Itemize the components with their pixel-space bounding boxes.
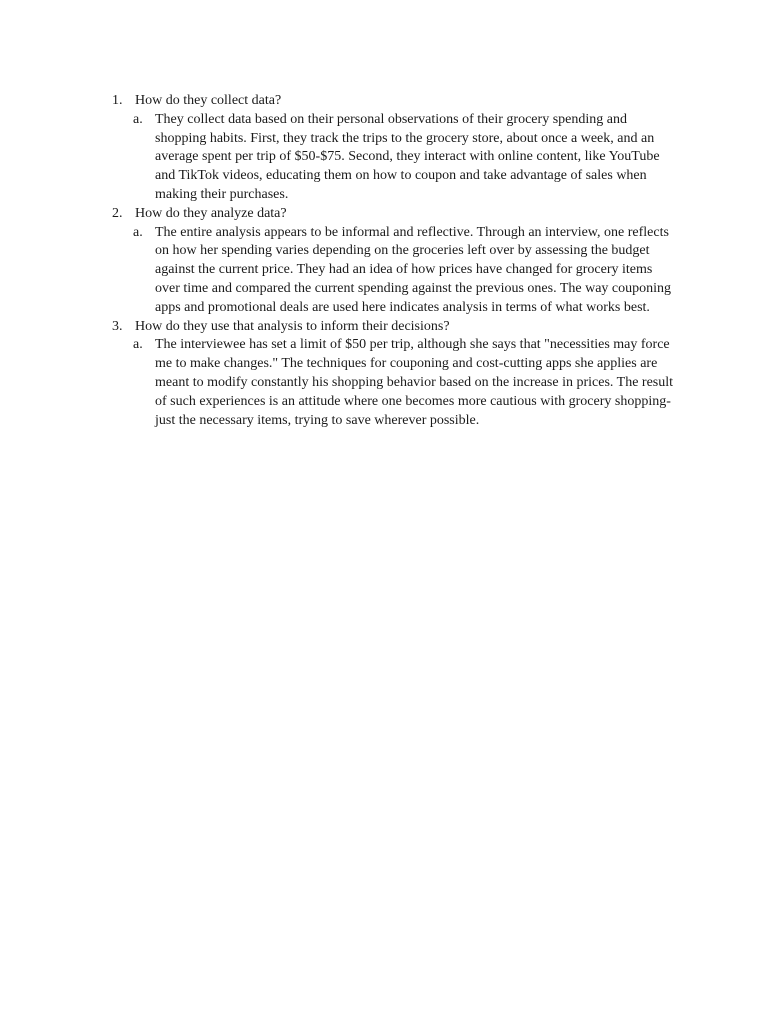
question-text: How do they use that analysis to inform their decisions? [135,318,450,334]
question-item [110,92,680,111]
question-text: How do they analyze data? [135,205,287,221]
question-number: 2. [112,205,123,221]
question-item [110,318,680,337]
answer-marker: a. [133,111,143,127]
answer-text: The entire analysis appears to be informal and reflective. Through an interview, one reflects on how her spending varies depending on the groceries left over by assessing the budget against the current price. They had an idea of how prices have changed for grocery items over time and compared the current spending against the previous ones. The way couponing apps and promotional deals are used here indicates analysis in terms of what works best. [155,224,672,315]
question-number: 1. [112,93,123,108]
answer-text: They collect data based on their personal observations of their grocery spending and shopping habits. First, they track the trips to the grocery store, about once a week, and an average spent per trip of $50-$75. Second, they interact with online content, like YouTube and TikTok videos, educating them on how to coupon and take advantage of sales when making their purchases. [155,111,660,202]
answer-item [110,111,680,205]
answer-marker: a. [133,224,143,240]
document-body [110,92,680,430]
question-number: 3. [112,318,123,334]
question-item [110,205,680,224]
answer-marker: a. [133,337,143,353]
answer-text: The interviewee has set a limit of $50 per trip, although she says that "necessities may force me to make changes." The techniques for couponing and cost-cutting apps she applies are meant to modify constantly his shopping behavior based on the increase in prices. The result of such experiences is an attitude where one becomes more cautious with grocery shopping-just the necessary items, trying to save wherever possible. [155,337,674,428]
question-text: How do they collect data? [135,93,282,108]
answer-item [110,224,680,318]
answer-item [110,336,680,430]
